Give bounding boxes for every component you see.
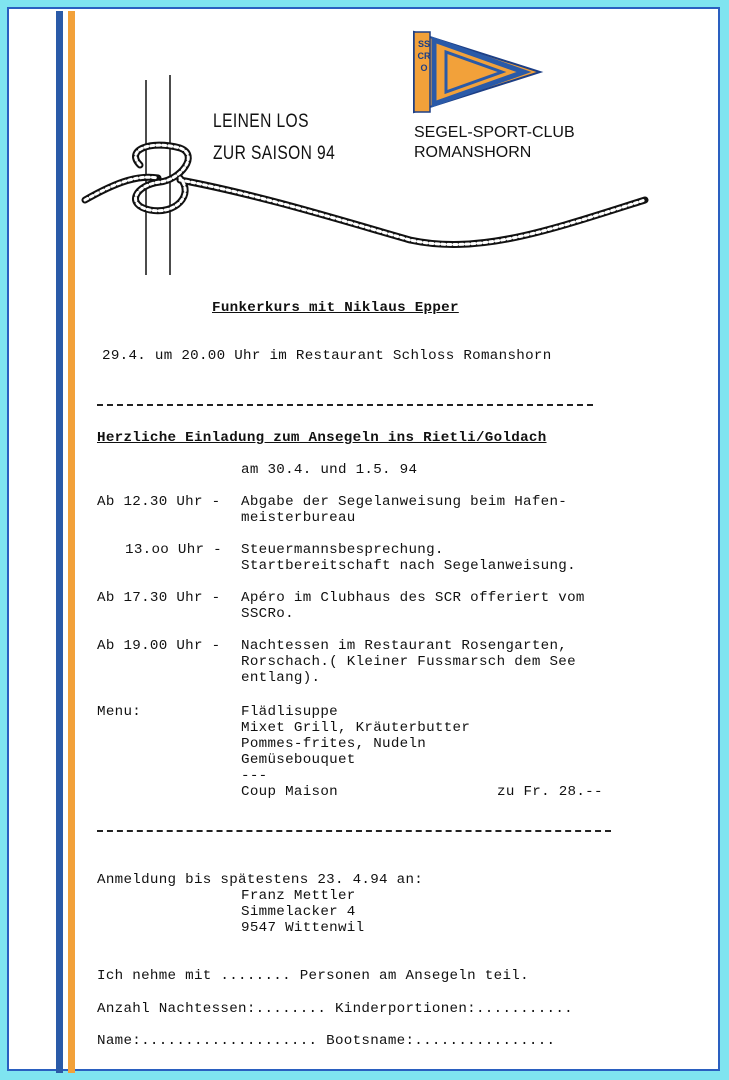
rope-knot-illustration bbox=[80, 70, 660, 280]
menu-label: Menu: bbox=[97, 704, 142, 720]
menu-item-2: Mixet Grill, Kräuterbutter bbox=[241, 720, 471, 736]
orange-stripe bbox=[68, 11, 75, 1073]
menu-item-6: Coup Maison bbox=[241, 784, 338, 800]
menu-item-5: --- bbox=[241, 768, 268, 784]
schedule-time-4: Ab 19.00 Uhr - bbox=[97, 638, 221, 654]
form-line-meals: Anzahl Nachtessen:........ Kinderportionen:........... bbox=[97, 1001, 573, 1017]
divider-2 bbox=[97, 830, 611, 832]
schedule-text-4a: Nachtessen im Restaurant Rosengarten, bbox=[241, 638, 568, 654]
divider-1 bbox=[97, 404, 593, 406]
schedule-text-3b: SSCRo. bbox=[241, 606, 294, 622]
registration-city: 9547 Wittenwil bbox=[241, 920, 365, 936]
blue-stripe bbox=[56, 11, 63, 1073]
schedule-text-4b: Rorschach.( Kleiner Fussmarsch dem See bbox=[241, 654, 576, 670]
invitation-title: Herzliche Einladung zum Ansegeln ins Rietli/Goldach bbox=[97, 430, 547, 446]
club-name-line-2: ROMANSHORN bbox=[414, 144, 532, 161]
menu-price: zu Fr. 28.-- bbox=[497, 784, 603, 800]
form-line-name: Name:.................... Bootsname:................ bbox=[97, 1033, 556, 1049]
menu-item-1: Flädlisuppe bbox=[241, 704, 338, 720]
schedule-text-4c: entlang). bbox=[241, 670, 321, 686]
registration-name: Franz Mettler bbox=[241, 888, 356, 904]
registration-deadline: Anmeldung bis spätestens 23. 4.94 an: bbox=[97, 872, 424, 888]
schedule-time-1: Ab 12.30 Uhr - bbox=[97, 494, 221, 510]
club-name-line-1: SEGEL-SPORT-CLUB bbox=[414, 124, 575, 141]
schedule-time-2: 13.oo Uhr - bbox=[125, 542, 222, 558]
form-line-persons: Ich nehme mit ........ Personen am Ansegeln teil. bbox=[97, 968, 529, 984]
menu-item-3: Pommes-frites, Nudeln bbox=[241, 736, 427, 752]
schedule-text-2b: Startbereitschaft nach Segelanweisung. bbox=[241, 558, 576, 574]
slogan-line-2: ZUR SAISON 94 bbox=[213, 143, 336, 164]
schedule-time-3: Ab 17.30 Uhr - bbox=[97, 590, 221, 606]
course-title: Funkerkurs mit Niklaus Epper bbox=[212, 300, 459, 316]
menu-item-4: Gemüsebouquet bbox=[241, 752, 356, 768]
course-detail: 29.4. um 20.00 Uhr im Restaurant Schloss Romanshorn bbox=[102, 348, 552, 364]
schedule-text-1a: Abgabe der Segelanweisung beim Hafen- bbox=[241, 494, 568, 510]
schedule-text-2a: Steuermannsbesprechung. bbox=[241, 542, 444, 558]
slogan-line-1: LEINEN LOS bbox=[213, 111, 309, 132]
schedule-text-1b: meisterbureau bbox=[241, 510, 356, 526]
invitation-dates: am 30.4. und 1.5. 94 bbox=[241, 462, 418, 478]
schedule-text-3a: Apéro im Clubhaus des SCR offeriert vom bbox=[241, 590, 585, 606]
logo-text: SSCRO bbox=[417, 39, 431, 73]
registration-street: Simmelacker 4 bbox=[241, 904, 356, 920]
